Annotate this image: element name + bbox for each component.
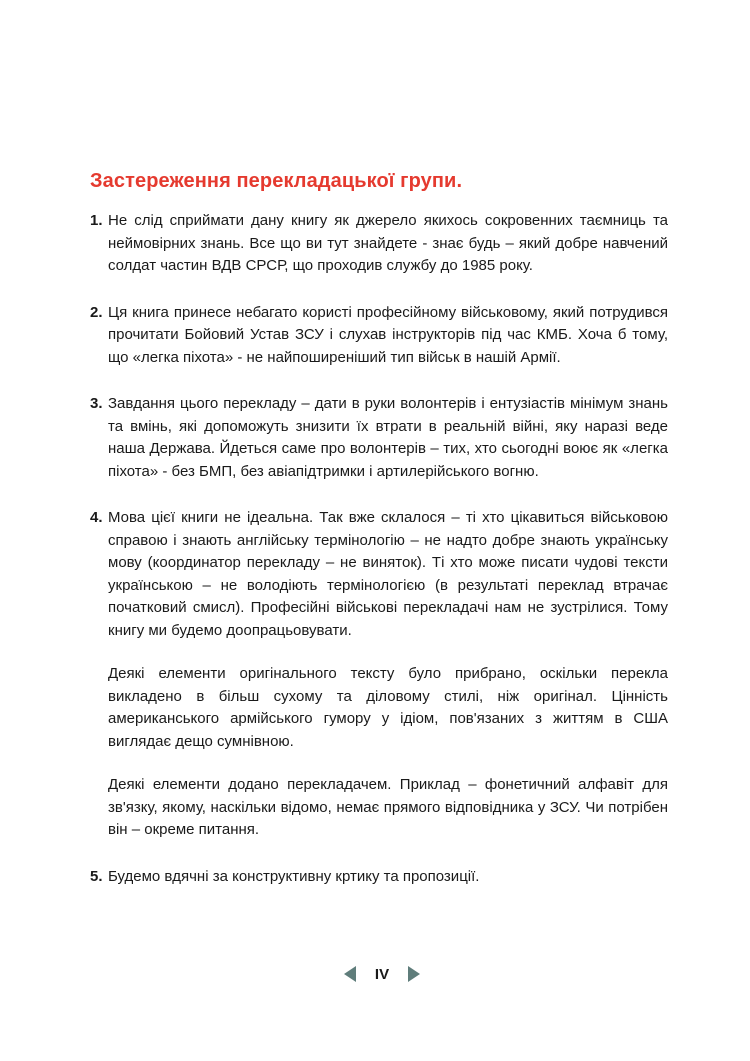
item-paragraph: Деякі елементи оригінального тексту було прибрано, оскільки перекла викладено в більш сухому та діловому стилі, ніж оригінал. Цінність американського армійського гумору у ідіом, пов'язаних з життям в США виглядає дещо сумнівною. <box>108 665 668 750</box>
item-paragraph: Ця книга принесе небагато користі професійному військовому, який потрудився прочитати Бойовий Устав ЗСУ і слухав інструкторів під час КМБ. Хоча б тому, що «легка піхота» - не найпоширеніший тип військ в нашій Армії. <box>108 303 668 366</box>
list-item <box>90 210 668 278</box>
item-number: 2. <box>90 303 103 321</box>
triangle-right-icon[interactable] <box>408 966 420 982</box>
list-item <box>90 866 668 889</box>
item-paragraph: Мова цієї книги не ідеальна. Так вже склалося – ті хто цікавиться військовою справою і знають англійську термінологію – не надто добре знають українську мову (координатор перекладу – не виняток). Ті хто може писати чудові тексти українською – не володіють термінологією (в результаті переклад втрачає початковий смисл). Професійні військові перекладачі нам не зустрілися. Тому книгу ми будемо доопрацьовувати. <box>108 509 668 639</box>
item-number: 1. <box>90 212 103 229</box>
list-item <box>90 302 668 370</box>
item-number: 4. <box>90 509 103 526</box>
list-item <box>90 393 668 483</box>
triangle-left-icon[interactable] <box>344 966 356 982</box>
item-number: 5. <box>90 867 103 885</box>
page-navigation <box>344 962 420 986</box>
item-paragraph: Не слід сприймати дану книгу як джерело якихось сокровенних таємниць та неймовірних знань. Все що ви тут знайдете - знає будь – який добре навчений солдат частин ВДВ СРСР, що проходив службу до 1985 року. <box>108 212 668 274</box>
item-number: 3. <box>90 395 103 412</box>
item-paragraph: Деякі елементи додано перекладачем. Приклад – фонетичний алфавіт для зв'язку, якому, наскільки відомо, немає прямого відповідника у ЗСУ. Чи потрібен він – окреме питання. <box>108 776 668 838</box>
item-paragraph: Будемо вдячні за конструктивну кртику та пропозиції. <box>108 867 480 885</box>
page-number: IV <box>374 965 390 983</box>
disclaimer-list <box>90 210 668 912</box>
item-paragraph: Завдання цього перекладу – дати в руки волонтерів і ентузіастів мінімум знань та вмінь, які допоможуть знизити їх втрати в реальній війні, яку наразі веде наша Держава. Йдеться саме про волонтерів – тих, хто сьогодні воює як «легка піхота» - без БМП, без авіапідтримки і артилерійського вогню. <box>108 395 668 480</box>
section-title: Застереження перекладацької групи. <box>90 170 463 192</box>
list-item <box>90 507 668 842</box>
